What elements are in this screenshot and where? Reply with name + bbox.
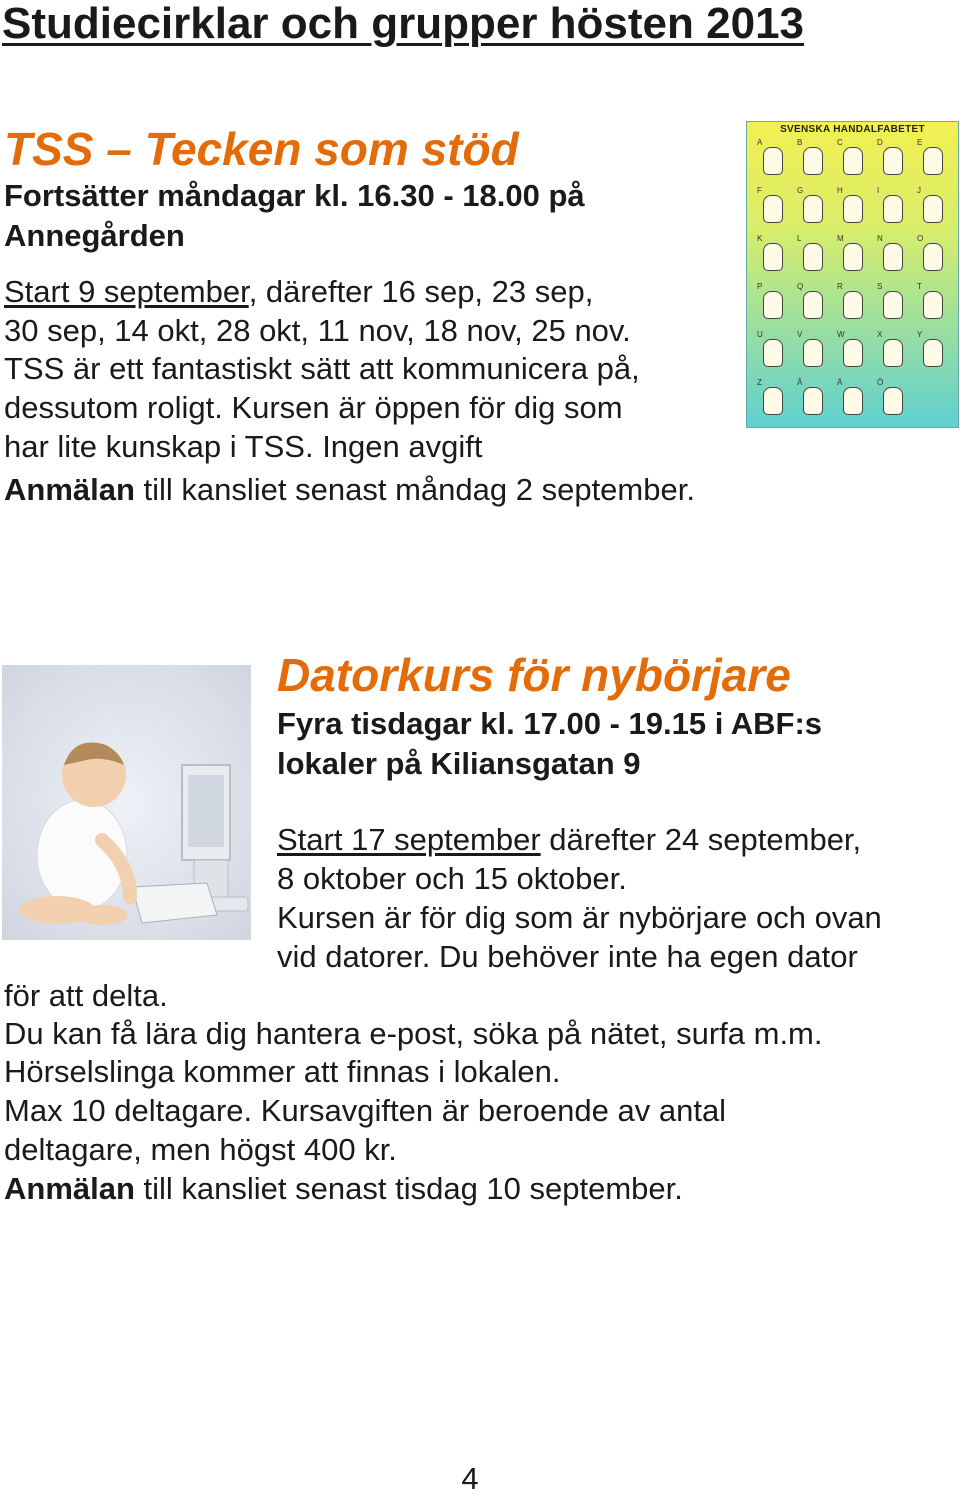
hand-sign-icon [803, 339, 823, 367]
poster-letter: D [877, 138, 883, 147]
datorkurs-heading: Datorkurs för nybörjare [277, 649, 791, 701]
datorkurs-subtitle-line2: lokaler på Kiliansgatan 9 [277, 746, 641, 781]
tss-body-line4-b: Kursen är öppen för dig som [222, 390, 623, 425]
poster-hand-sign [837, 138, 867, 178]
hand-sign-icon [883, 147, 903, 175]
hand-sign-icon [843, 243, 863, 271]
hand-sign-icon [763, 339, 783, 367]
poster-hand-sign [837, 186, 867, 226]
poster-letter: C [837, 138, 843, 147]
hand-sign-icon [763, 387, 783, 415]
tss-signup [4, 471, 695, 509]
datorkurs-body-line4: vid datorer. Du behöver inte ha egen dator [277, 939, 858, 974]
hand-sign-icon [923, 291, 943, 319]
poster-letter: A [757, 138, 763, 147]
poster-hand-sign [797, 282, 827, 322]
poster-letter: O [917, 234, 924, 243]
hand-sign-icon [803, 291, 823, 319]
hand-sign-icon [883, 387, 903, 415]
poster-letter: K [757, 234, 763, 243]
hand-sign-icon [843, 387, 863, 415]
tss-body-line5-b: Ingen avgift [313, 429, 483, 464]
datorkurs-signup-text: till kansliet senast tisdag 10 september. [134, 1171, 683, 1206]
poster-hand-sign [877, 282, 907, 322]
poster-letter: N [877, 234, 883, 243]
baby-computer-photo [2, 665, 251, 940]
tss-body-line1 [4, 273, 593, 311]
hand-sign-icon [803, 195, 823, 223]
page-number: 4 [461, 1461, 479, 1496]
poster-hand-sign [877, 186, 907, 226]
hand-alphabet-poster [746, 121, 959, 428]
tss-body-line3: TSS är ett fantastiskt sätt att kommunicera på, [4, 351, 640, 386]
poster-letter: E [917, 138, 923, 147]
poster-letter: Ä [837, 378, 843, 387]
poster-letter: X [877, 330, 883, 339]
poster-hand-sign [877, 378, 907, 418]
poster-letter: G [797, 186, 804, 195]
tss-start-date: Start 9 september [4, 274, 249, 309]
poster-hand-sign [797, 186, 827, 226]
hand-sign-icon [843, 195, 863, 223]
datorkurs-subtitle-line1: Fyra tisdagar kl. 17.00 - 19.15 i ABF:s [277, 706, 823, 741]
page-title: Studiecirklar och grupper hösten 2013 [2, 0, 805, 48]
poster-letter: J [917, 186, 921, 195]
poster-hand-sign [837, 330, 867, 370]
tss-subtitle-line1: Fortsätter måndagar kl. 16.30 - 18.00 på [4, 178, 585, 213]
poster-hand-sign [757, 330, 787, 370]
hand-sign-icon [763, 147, 783, 175]
hand-sign-icon [883, 195, 903, 223]
datorkurs-body-line8: Max 10 deltagare. Kursavgiften är beroende av antal [4, 1093, 727, 1128]
baby-computer-illustration [2, 665, 251, 940]
poster-hand-sign [877, 330, 907, 370]
hand-sign-icon [803, 147, 823, 175]
poster-hand-sign [917, 138, 947, 178]
poster-hand-sign [797, 138, 827, 178]
datorkurs-start-date: Start 17 september [277, 822, 541, 857]
poster-title: SVENSKA HANDALFABETET [780, 124, 925, 135]
poster-hand-sign [757, 186, 787, 226]
poster-hand-sign [757, 138, 787, 178]
poster-hand-sign [837, 234, 867, 274]
hand-sign-icon [883, 291, 903, 319]
poster-hand-sign [757, 234, 787, 274]
tss-signup-text: till kansliet senast måndag 2 september. [134, 472, 695, 507]
poster-letter: Y [917, 330, 923, 339]
hand-sign-icon [763, 195, 783, 223]
tss-body-line5-a: har lite kunskap i TSS. [4, 429, 314, 464]
tss-body-line2: 30 sep, 14 okt, 28 okt, 11 nov, 18 nov, 25 nov. [4, 313, 631, 348]
poster-hand-sign [837, 282, 867, 322]
tss-body-line5 [4, 428, 482, 466]
tss-signup-label: Anmälan [4, 472, 135, 507]
poster-hand-sign [797, 330, 827, 370]
poster-letter: Z [757, 378, 762, 387]
poster-hand-sign [837, 378, 867, 418]
poster-letter: L [797, 234, 802, 243]
poster-letter: B [797, 138, 803, 147]
poster-letter: V [797, 330, 803, 339]
hand-sign-icon [763, 243, 783, 271]
datorkurs-body-line6: Du kan få lära dig hantera e-post, söka på nätet, surfa m.m. [4, 1016, 823, 1051]
poster-hand-sign [757, 378, 787, 418]
poster-letter: Ö [877, 378, 884, 387]
poster-letter: R [837, 282, 843, 291]
poster-hand-sign [797, 234, 827, 274]
hand-sign-icon [763, 291, 783, 319]
poster-letter: M [837, 234, 844, 243]
tss-heading: TSS – Tecken som stöd [4, 123, 519, 175]
poster-hand-sign [917, 234, 947, 274]
hand-sign-icon [843, 147, 863, 175]
hand-sign-icon [923, 195, 943, 223]
hand-sign-icon [923, 147, 943, 175]
poster-letter: U [757, 330, 763, 339]
datorkurs-signup [4, 1170, 683, 1208]
poster-hand-sign [917, 186, 947, 226]
hand-sign-icon [843, 291, 863, 319]
hand-sign-icon [803, 387, 823, 415]
poster-letter: Å [797, 378, 803, 387]
tss-body-line4 [4, 389, 623, 427]
poster-hand-sign [917, 282, 947, 322]
poster-letter: H [837, 186, 843, 195]
poster-letter: S [877, 282, 883, 291]
poster-hand-sign [757, 282, 787, 322]
poster-letter: P [757, 282, 763, 291]
datorkurs-body-line3: Kursen är för dig som är nybörjare och ovan [277, 900, 882, 935]
hand-sign-icon [923, 339, 943, 367]
tss-body-line4-a: dessutom roligt. [4, 390, 223, 425]
poster-letter: T [917, 282, 922, 291]
poster-letter: I [877, 186, 880, 195]
hand-sign-icon [803, 243, 823, 271]
hand-sign-icon [883, 339, 903, 367]
tss-dates-rest: , därefter 16 sep, 23 sep, [248, 274, 594, 309]
datorkurs-dates-rest: därefter 24 september, [540, 822, 862, 857]
hand-sign-icon [883, 243, 903, 271]
poster-hand-sign [877, 138, 907, 178]
poster-letter: W [837, 330, 845, 339]
poster-hand-sign [797, 378, 827, 418]
datorkurs-body-line7: Hörselslinga kommer att finnas i lokalen. [4, 1054, 561, 1089]
datorkurs-body-line2: 8 oktober och 15 oktober. [277, 861, 627, 896]
datorkurs-body-line9: deltagare, men högst 400 kr. [4, 1132, 397, 1167]
tss-subtitle-line2: Annegården [4, 218, 185, 253]
datorkurs-signup-label: Anmälan [4, 1171, 135, 1206]
datorkurs-body-line1 [277, 821, 861, 859]
poster-hand-sign [917, 330, 947, 370]
hand-sign-icon [843, 339, 863, 367]
poster-letter: Q [797, 282, 804, 291]
datorkurs-body-line5: för att delta. [4, 978, 168, 1013]
poster-hand-sign [877, 234, 907, 274]
hand-sign-icon [923, 243, 943, 271]
poster-letter: F [757, 186, 762, 195]
